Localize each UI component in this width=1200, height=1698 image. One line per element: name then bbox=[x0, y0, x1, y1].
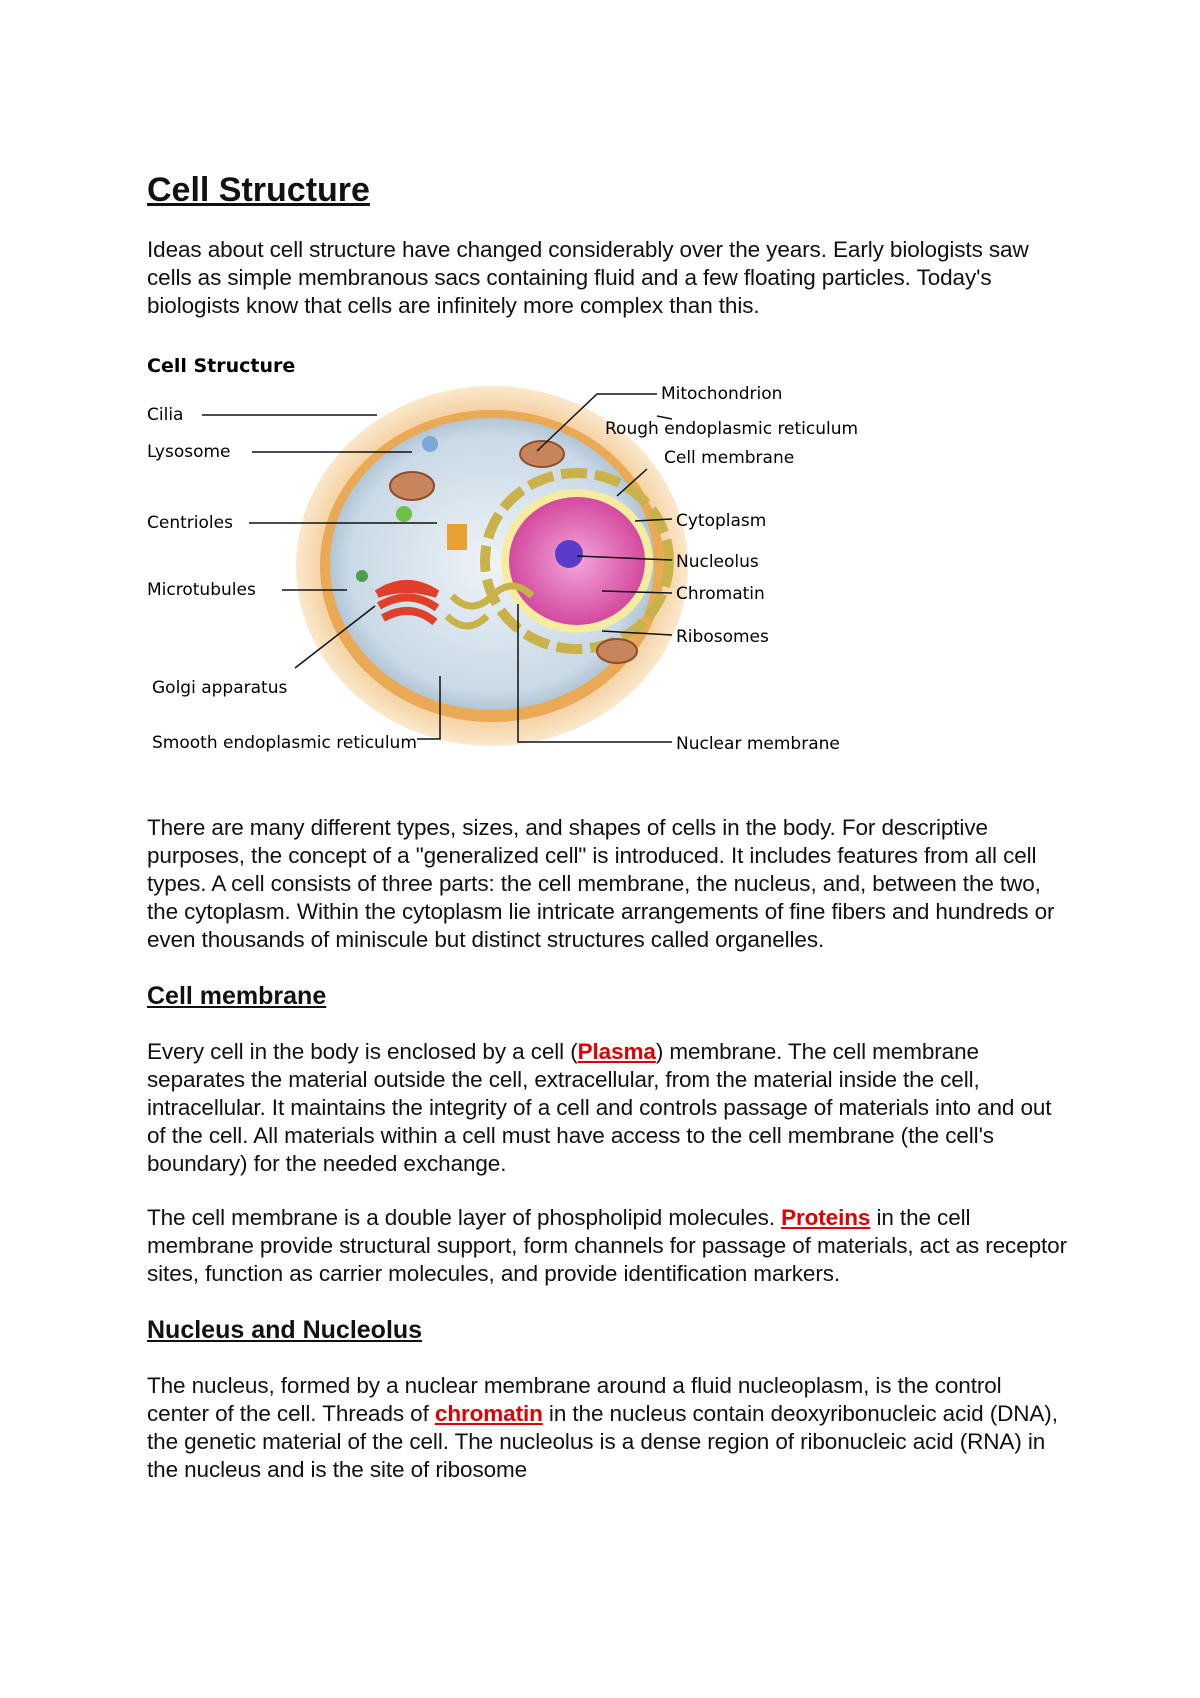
mitochondrion-shape-2 bbox=[520, 441, 564, 467]
label-microtubules: Microtubules bbox=[147, 580, 256, 600]
label-cilia: Cilia bbox=[147, 405, 184, 425]
centrioles-shape bbox=[447, 524, 467, 550]
label-centrioles: Centrioles bbox=[147, 513, 233, 533]
vesicle-shape bbox=[396, 506, 412, 522]
label-mitochondrion: Mitochondrion bbox=[661, 384, 783, 404]
cell-diagram bbox=[147, 346, 927, 786]
lysosome-shape bbox=[422, 436, 438, 452]
figure-title: Cell Structure bbox=[147, 355, 296, 377]
proteins-link[interactable]: Proteins bbox=[781, 1205, 871, 1230]
text-span: Every cell in the body is enclosed by a cell ( bbox=[147, 1039, 578, 1064]
vesicle-shape-2 bbox=[356, 570, 368, 582]
membrane-paragraph-2 bbox=[147, 1204, 1067, 1288]
label-golgi: Golgi apparatus bbox=[152, 678, 288, 698]
section-heading-cell-membrane: Cell membrane bbox=[147, 982, 327, 1010]
label-nuclear-membrane: Nuclear membrane bbox=[676, 734, 840, 754]
cell-structure-figure bbox=[147, 346, 927, 786]
text-span: The cell membrane is a double layer of phospholipid molecules. bbox=[147, 1205, 782, 1230]
text-span: The nucleus, formed by a nuclear membrane around a fluid nucleoplasm, is the control center of the cell. Threads of bbox=[147, 1373, 1002, 1426]
plasma-link[interactable]: Plasma bbox=[577, 1039, 656, 1064]
page-title: Cell Structure bbox=[147, 171, 370, 209]
types-paragraph: There are many different types, sizes, and shapes of cells in the body. For descriptive purposes, the concept of a "generalized cell" is introduced. It includes features from all cell types. A cell consists of three parts: the cell membrane, the nucleus, and, between the two, the cytoplasm. Within the cytoplasm lie intricate arrangements of fine fibers and hundreds or even thousands of miniscule but distinct structures called organelles. bbox=[147, 815, 1055, 952]
mitochondrion-shape-3 bbox=[597, 639, 637, 663]
chromatin-link[interactable]: chromatin bbox=[434, 1401, 543, 1426]
document-page bbox=[147, 170, 1067, 1510]
intro-paragraph: Ideas about cell structure have changed considerably over the years. Early biologists saw cells as simple membranous sacs containing fluid and a few floating particles. Today's biologists know that cells are infinitely more complex than this. bbox=[147, 237, 1029, 318]
mitochondrion-shape bbox=[390, 472, 434, 500]
label-nucleolus: Nucleolus bbox=[676, 552, 759, 572]
text-span: ) membrane. The cell membrane separates the material outside the cell, extracellular, from the material inside the cell, intracellular. It maintains the integrity of a cell and controls passage of materials into and out of the cell. All materials within a cell must have access to the cell membrane (the cell's boundary) for the needed exchange. bbox=[147, 1039, 1052, 1176]
label-cytoplasm: Cytoplasm bbox=[676, 511, 767, 531]
label-chromatin: Chromatin bbox=[676, 584, 765, 604]
membrane-paragraph-1 bbox=[147, 1038, 1067, 1178]
nucleolus-shape bbox=[555, 540, 583, 568]
section-heading-nucleus: Nucleus and Nucleolus bbox=[147, 1316, 423, 1344]
text-span: in the cell membrane provide structural support, form channels for passage of materials, act as receptor sites, function as carrier molecules, and provide identification markers. bbox=[147, 1205, 1067, 1286]
label-smooth-er: Smooth endoplasmic reticulum bbox=[152, 733, 417, 753]
label-rough-er: Rough endoplasmic reticulum bbox=[605, 419, 859, 439]
label-lysosome: Lysosome bbox=[147, 442, 231, 462]
label-ribosomes: Ribosomes bbox=[676, 627, 769, 647]
nucleus-paragraph-1 bbox=[147, 1372, 1067, 1484]
label-cell-membrane: Cell membrane bbox=[664, 448, 795, 468]
text-span: in the nucleus contain deoxyribonucleic acid (DNA), the genetic material of the cell. The nucleolus is a dense region of ribonucleic acid (RNA) in the nucleus and is the site of ribosome bbox=[147, 1401, 1058, 1482]
